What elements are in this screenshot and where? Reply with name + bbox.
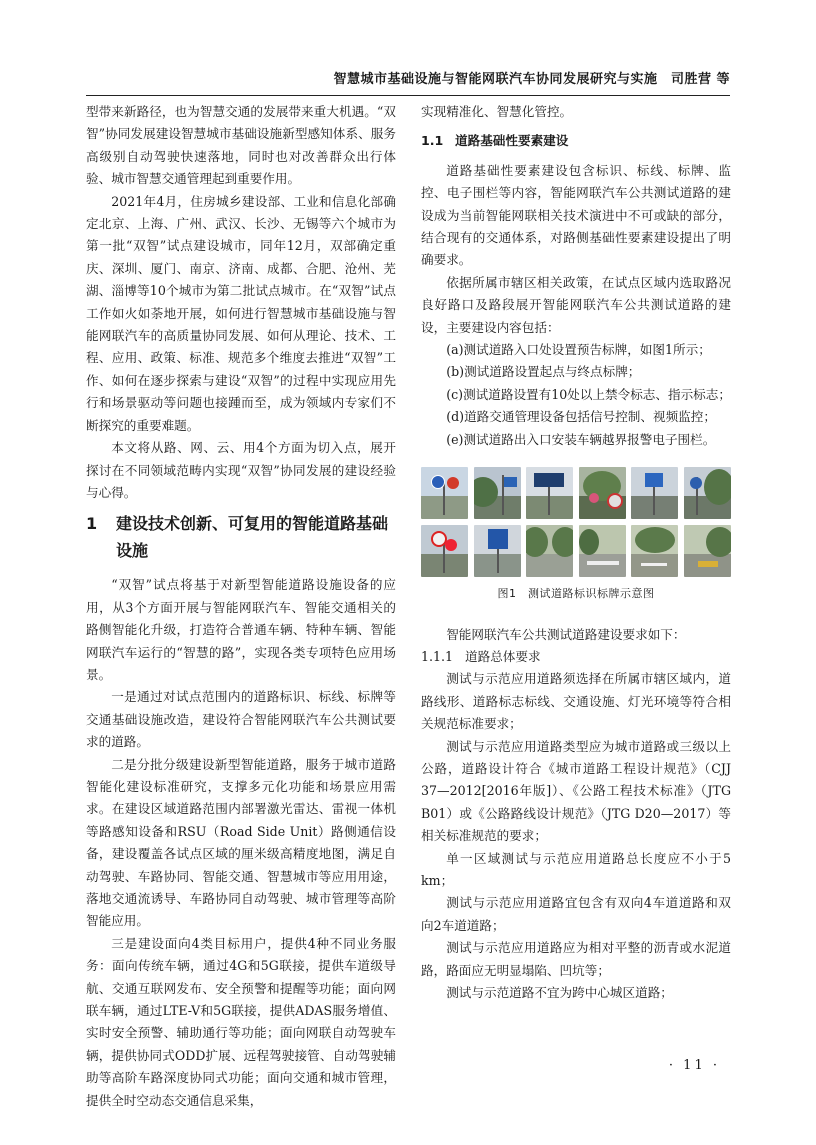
- right-column: [421, 101, 731, 1004]
- figure-1: [421, 467, 731, 577]
- road-sign-photo: [526, 467, 573, 519]
- section-1-paragraph-1: “双智”试点将基于对新型智能道路设施设备的应用，从3个方面开展与智能网联汽车、智能交通相关的路侧智能化升级，打造符合普通车辆、特种车辆、智能网联汽车运行的“智慧的路”，实现各类专项特色应用场景。: [86, 577, 396, 682]
- list-item-c: (c)测试道路设置有10处以上禁令标志、指示标志；: [446, 386, 731, 402]
- section-1-paragraph-4: 三是建设面向4类目标用户，提供4种不同业务服务：面向传统车辆，通过4G和5G联接，提供车道级导航、交通互联网发布、安全预警和提醒等功能；面向网联车辆，通过LTE-V和5G联接，提供ADAS服务增值、实时安全预警、辅助通行等功能；面向网联自动驾驶车辆，提供协同式ODD扩展、远程驾驶接管、自动驾驶辅助等高阶车路深度协同式功能；面向交通和城市管理，提供全时空动态交通信息采集，: [86, 935, 396, 1108]
- section-1-heading: [86, 510, 396, 564]
- figure-row-2: [421, 525, 731, 577]
- road-sign-photo: [631, 525, 678, 577]
- intro-paragraph-3: 本文将从路、网、云、用4个方面为切入点，展开探讨在不同领域范畴内实现“双智”协同发展的建设经验与心得。: [86, 440, 396, 500]
- figure-row-1: [421, 467, 731, 519]
- requirement-3: 单一区域测试与示范应用道路总长度应不小于5 km；: [421, 850, 731, 888]
- left-column: [86, 101, 396, 1112]
- subsection-1-1-number: 1.1: [421, 133, 444, 149]
- requirements-intro: 智能网联汽车公共测试道路建设要求如下：: [446, 626, 686, 642]
- road-sign-photo: [474, 467, 521, 519]
- header-rule: [86, 95, 730, 96]
- section-1-paragraph-2: 一是通过对试点范围内的道路标识、标线、标牌等交通基础设施改造，建设符合智能网联汽车公共测试要求的道路。: [86, 689, 396, 750]
- subsection-paragraph-2: 依据所属市辖区相关政策，在试点区域内选取路况良好路口及路段展开智能网联汽车公共测试道路的建设，主要建设内容包括：: [421, 274, 731, 335]
- continuation-text: 实现精准化、智慧化管控。: [421, 104, 573, 119]
- requirement-6: 测试与示范道路不宜为跨中心城区道路；: [446, 985, 673, 1000]
- list-item-e: (e)测试道路出入口安装车辆越界报警电子围栏。: [446, 431, 716, 447]
- road-sign-photo: [631, 467, 678, 519]
- page-number: · 11 ·: [668, 1058, 720, 1073]
- section-1-paragraph-3: 二是分批分级建设新型智能道路，服务于城市道路智能化建设标准研究，支撑多元化功能和场景应用需求。在建设区域道路范围内部署激光雷达、雷视一体机等路感知设备和RSU（Road Side Unit）路侧通信设备，建设覆盖各试点区域的厘米级高精度地图，满足自动驾驶、车路协同、智能交通、智慧城市等应用用途，落地交通流诱导、车路协同自动驾驶、城市管理等高阶智能应用。: [86, 756, 396, 929]
- subsubsection-1-1-1-heading: [421, 646, 731, 668]
- subsubsection-1-1-1-number: 1.1.1: [421, 648, 454, 664]
- intro-paragraph-2: 2021年4月，住房城乡建设部、工业和信息化部确定北京、上海、广州、武汉、长沙、无锡等六个城市为第一批“双智”试点建设城市，同年12月，双部确定重庆、深圳、厦门、南京、济南、成都、合肥、沧州、芜湖、淄博等10个城市为第二批试点城市。在“双智”试点工作如火如荼地开展，如何进行智慧城市基础设施与智能网联汽车的高质量协同发展、如何从理论、技术、工程、应用、政策、标准、规范多个维度去推进“双智”工作、如何在逐步探索与建设“双智”的过程中实现应用先行和场景驱动等问题也接踵而至，成为领域内专家们不断探究的重要难题。: [86, 193, 396, 433]
- subsection-1-1-title: 道路基础性要素建设: [455, 133, 569, 149]
- road-sign-photo: [526, 525, 573, 577]
- road-sign-photo: [579, 525, 626, 577]
- road-sign-photo: [421, 467, 468, 519]
- road-sign-photo: [421, 525, 468, 577]
- road-sign-photo: [684, 525, 731, 577]
- subsection-1-1-heading: [421, 130, 731, 152]
- section-1-number: 1: [86, 514, 98, 534]
- intro-paragraph-1: 型带来新路径，也为智慧交通的发展带来重大机遇。“双智”协同发展建设智慧城市基础设施新型感知体系、服务高级别自动驾驶快速落地，同时也对改善群众出行体验、城市智慧交通管理起到重要作用。: [86, 104, 396, 187]
- figure-1-caption: 图1 测试道路标识标牌示意图: [497, 587, 655, 601]
- running-header: 智慧城市基础设施与智能网联汽车协同发展研究与实施 司胜营 等: [333, 72, 730, 87]
- requirement-2: 测试与示范应用道路类型应为城市道路或三级以上公路，道路设计符合《城市道路工程设计规范》（CJJ 37—2012[2016年版]）、《公路工程技术标准》（JTG B01）或《公路路线设计规范》（JTG D20—2017）等相关标准规范的要求；: [421, 738, 731, 844]
- requirement-5: 测试与示范应用道路应为相对平整的沥青或水泥道路，路面应无明显塌陷、凹坑等；: [421, 940, 731, 978]
- list-item-a: (a)测试道路入口处设置预告标牌，如图1所示；: [446, 342, 711, 358]
- road-sign-photo: [474, 525, 521, 577]
- requirement-1: 测试与示范应用道路须选择在所属市辖区域内，道路线形、道路标志标线、交通设施、灯光环境等符合相关规范标准要求；: [421, 671, 731, 732]
- subsection-paragraph-1: 道路基础性要素建设包含标识、标线、标牌、监控、电子围栏等内容，智能网联汽车公共测试道路的建设成为当前智能网联相关技术演进中不可或缺的部分，结合现有的交通体系，对路侧基础性要素建设提出了明确要求。: [421, 162, 731, 268]
- requirement-4: 测试与示范应用道路宜包含有双向4车道道路和双向2车道道路；: [421, 895, 731, 933]
- subsubsection-1-1-1-title: 道路总体要求: [465, 648, 541, 664]
- road-sign-photo: [684, 467, 731, 519]
- section-1-title: 建设技术创新、可复用的智能道路基础设施: [116, 514, 389, 561]
- list-item-d: (d)道路交通管理设备包括信号控制、视频监控；: [446, 409, 716, 425]
- list-item-b: (b)测试道路设置起点与终点标牌；: [446, 364, 641, 380]
- road-sign-photo: [579, 467, 626, 519]
